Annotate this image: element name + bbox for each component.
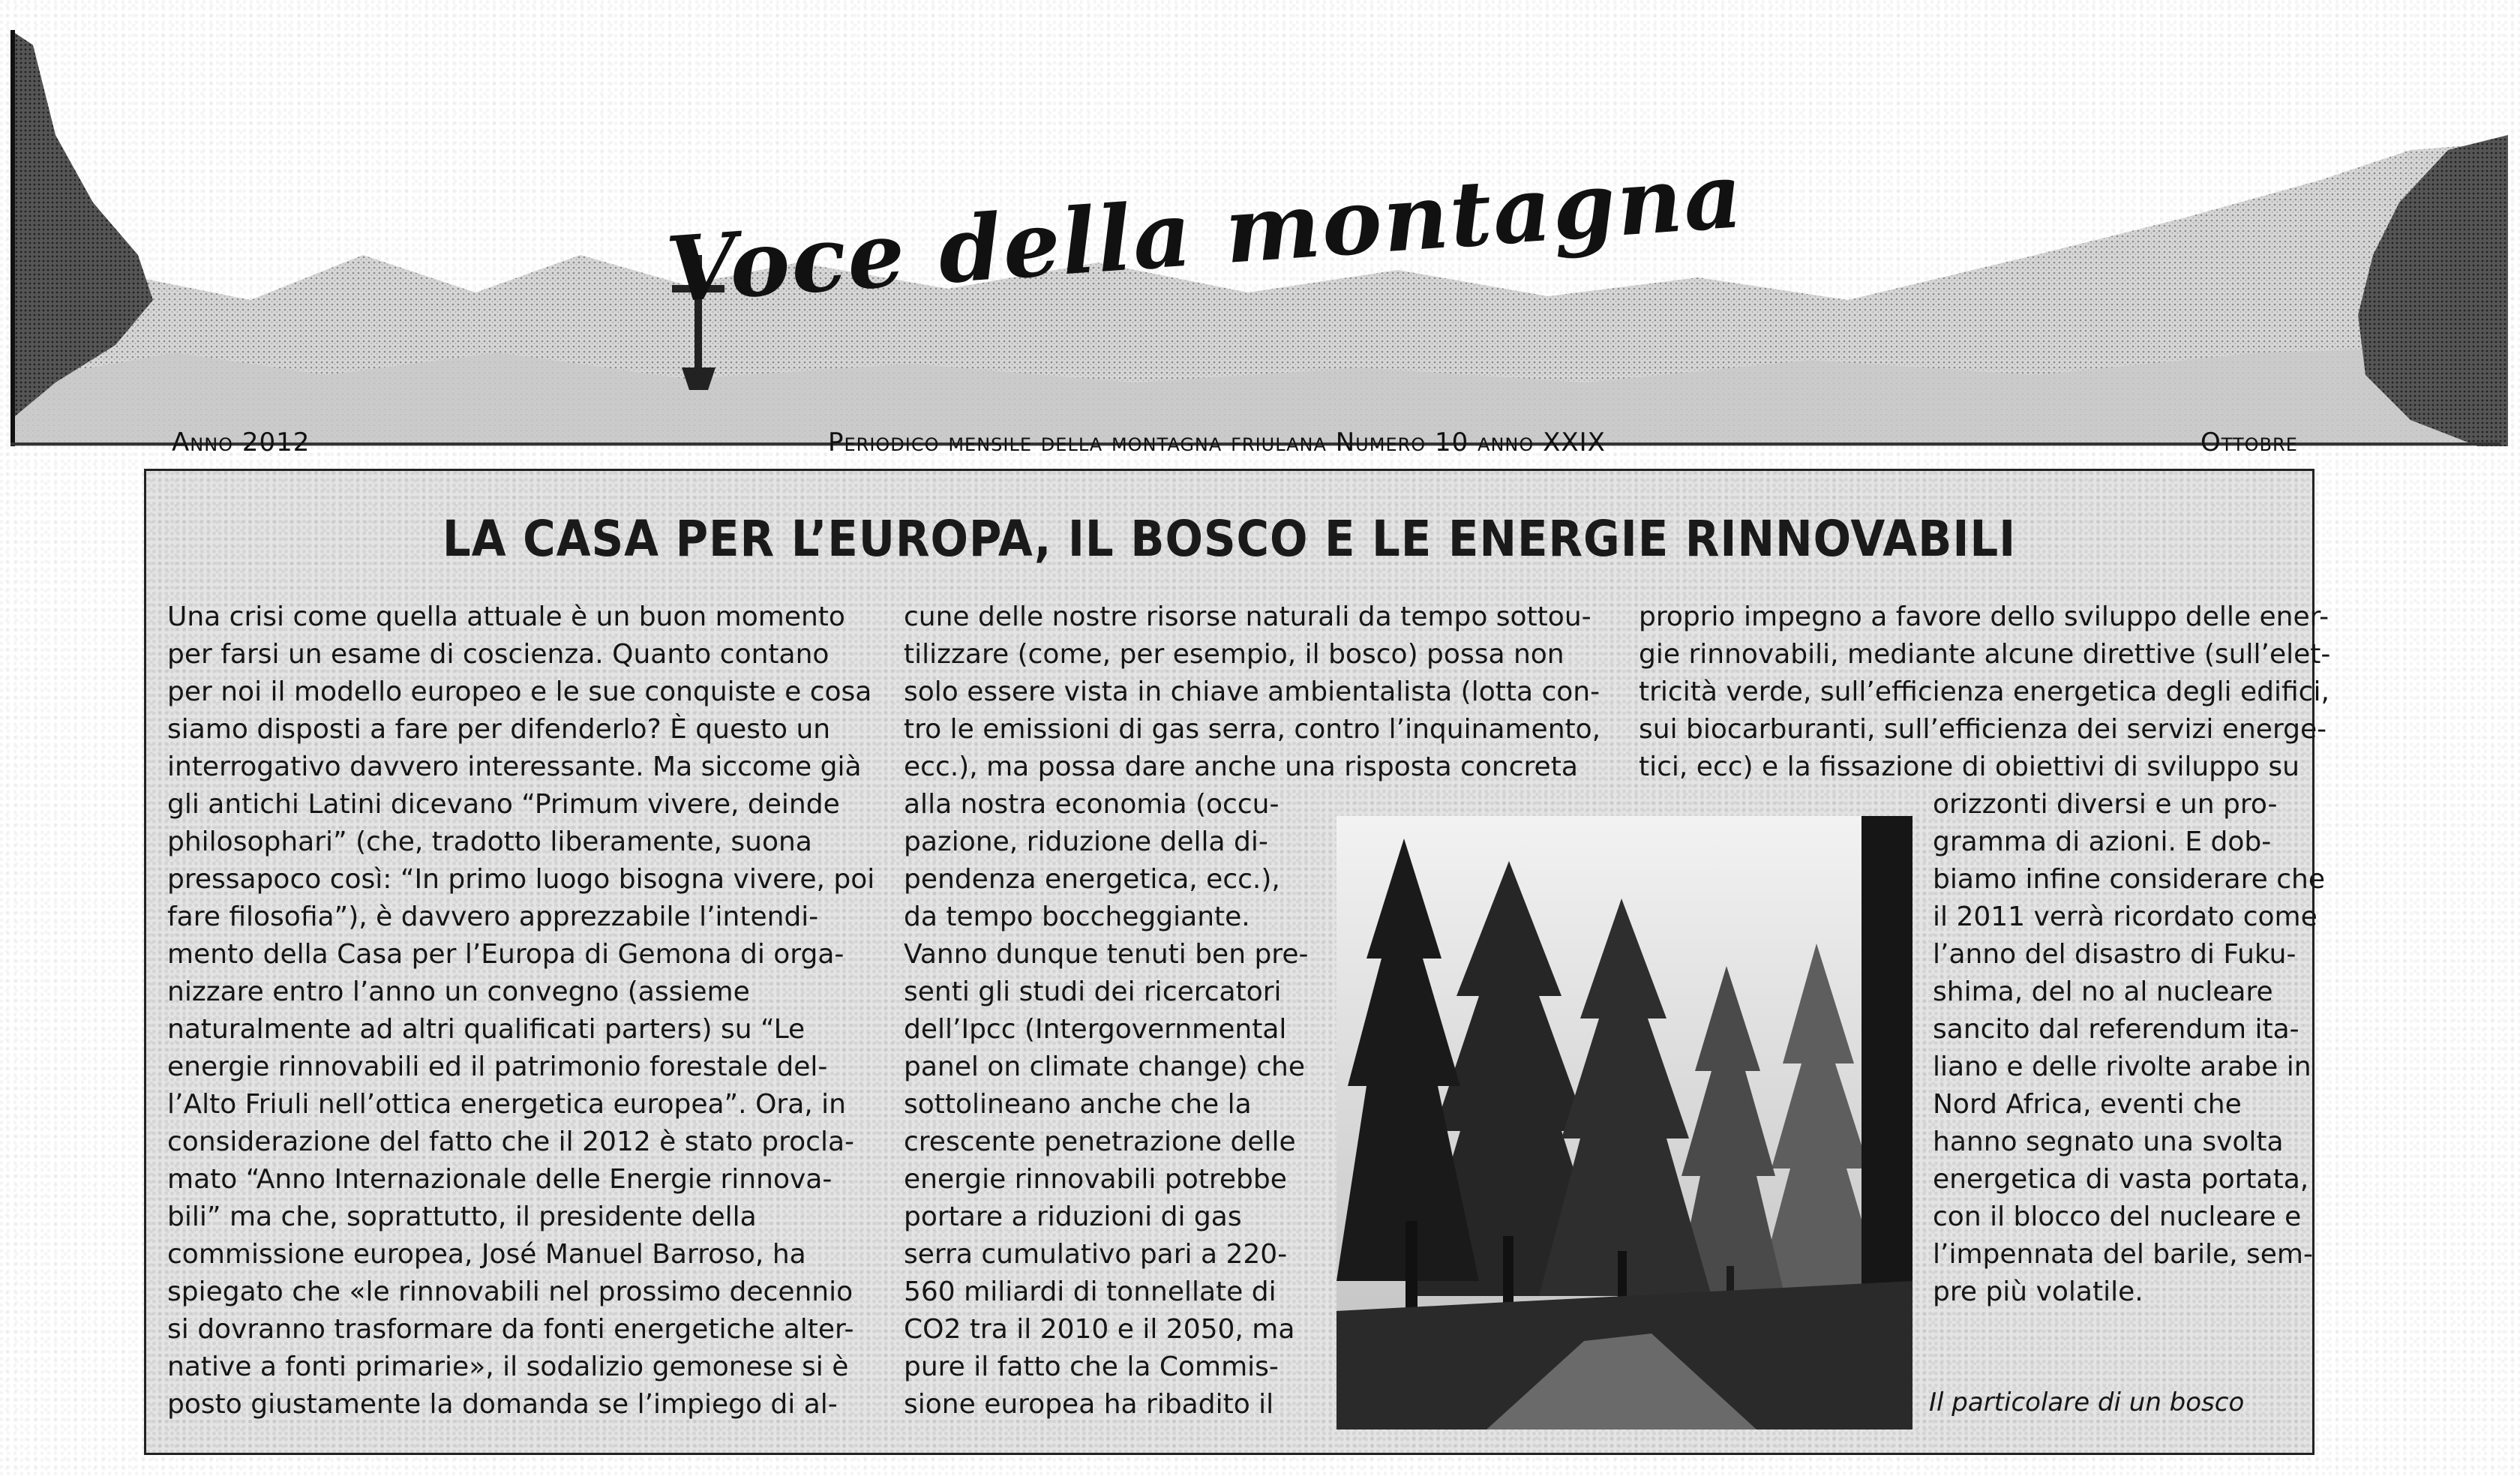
- text-line: proprio impegno a favore dello sviluppo delle ener-: [1639, 602, 2330, 632]
- text-line: siamo disposti a fare per difenderlo? È questo un: [167, 714, 831, 745]
- text-line: fare filosofia”), è davvero apprezzabile l’intendi-: [167, 902, 819, 932]
- text-line: CO2 tra il 2010 e il 2050, ma: [904, 1314, 1295, 1345]
- text-line: considerazione del fatto che il 2012 è stato procla-: [167, 1126, 855, 1157]
- text-line: mato “Anno Internazionale delle Energie rinnova-: [167, 1164, 832, 1195]
- text-line: con il blocco del nucleare e: [1933, 1202, 2302, 1232]
- article-box: [144, 469, 2331, 1455]
- text-line: tici, ecc) e la fissazione di obiettivi di sviluppo su: [1639, 752, 2300, 782]
- text-line: naturalmente ad altri qualificati parters) su “Le: [167, 1014, 806, 1045]
- text-line: si dovranno trasformare da fonti energetiche alter-: [167, 1314, 854, 1345]
- text-line: per farsi un esame di coscienza. Quanto contano: [167, 639, 830, 670]
- text-line: sione europea ha ribadito il: [904, 1389, 1274, 1420]
- text-line: commissione europea, José Manuel Barroso, ha: [167, 1239, 806, 1270]
- text-line: panel on climate change) che: [904, 1052, 1305, 1082]
- text-line: gie rinnovabili, mediante alcune direttive (sull’elet-: [1639, 639, 2331, 670]
- text-line: orizzonti diversi e un pro-: [1933, 789, 2278, 820]
- text-line: bili” ma che, soprattutto, il presidente della: [167, 1202, 757, 1232]
- text-line: pure il fatto che la Commis-: [904, 1352, 1279, 1382]
- text-line: nizzare entro l’anno un convegno (assieme: [167, 976, 750, 1007]
- text-line: Una crisi come quella attuale è un buon momento: [167, 602, 845, 632]
- text-line: native a fonti primarie», il sodalizio gemonese si è: [167, 1352, 849, 1382]
- text-line: pazione, riduzione della di-: [904, 826, 1268, 857]
- text-line: Vanno dunque tenuti ben pre-: [904, 939, 1309, 970]
- forest-illustration: [1336, 816, 1912, 1430]
- text-line: l’anno del disastro di Fuku-: [1933, 939, 2296, 970]
- text-line: il 2011 verrà ricordato come: [1933, 902, 2318, 932]
- masthead-title: Voce della montagna: [663, 142, 1748, 323]
- text-line: solo essere vista in chiave ambientalista (lotta con-: [904, 676, 1600, 707]
- text-line: gramma di azioni. E dob-: [1933, 826, 2272, 857]
- masthead: [10, 30, 2508, 458]
- issue-year: Anno 2012: [172, 428, 310, 458]
- text-line: alla nostra economia (occu-: [904, 789, 1280, 820]
- text-line: per noi il modello europeo e le sue conquiste e cosa: [167, 676, 872, 707]
- text-line: sottolineano anche che la: [904, 1089, 1252, 1120]
- text-line: senti gli studi dei ricercatori: [904, 976, 1282, 1007]
- text-line: biamo infine considerare che: [1933, 864, 2325, 895]
- text-line: tro le emissioni di gas serra, contro l’inquinamento,: [904, 714, 1601, 745]
- text-line: spiegato che «le rinnovabili nel prossimo decennio: [167, 1276, 854, 1307]
- text-line: dell’Ipcc (Intergovernmental: [904, 1014, 1287, 1045]
- forest-photo: [1336, 816, 1912, 1430]
- article-headline: LA CASA PER L’EUROPA, IL BOSCO E LE ENERGIE RINNOVABILI: [442, 510, 2017, 568]
- text-line: sui biocarburanti, sull’efficienza dei servizi energe-: [1639, 714, 2327, 745]
- text-line: tilizzare (come, per esempio, il bosco) possa non: [904, 639, 1564, 670]
- text-line: portare a riduzioni di gas: [904, 1202, 1242, 1232]
- text-line: mento della Casa per l’Europa di Gemona di orga-: [167, 939, 844, 970]
- text-line: energie rinnovabili potrebbe: [904, 1164, 1287, 1195]
- text-line: da tempo boccheggiante.: [904, 902, 1250, 932]
- text-line: ecc.), ma possa dare anche una risposta concreta: [904, 752, 1578, 782]
- text-line: energie rinnovabili ed il patrimonio forestale del-: [167, 1052, 828, 1082]
- text-line: l’Alto Friuli nell’ottica energetica europea”. Ora, in: [167, 1089, 846, 1120]
- periodical-info: Periodico mensile della montagna friulana Numero 10 anno XXIX: [828, 428, 1606, 458]
- text-line: gli antichi Latini dicevano “Primum vivere, deinde: [167, 789, 840, 820]
- text-line: serra cumulativo pari a 220-: [904, 1239, 1288, 1270]
- text-line: posto giustamente la domanda se l’impiego di al-: [167, 1389, 838, 1420]
- text-line: crescente penetrazione delle: [904, 1126, 1296, 1157]
- text-line: sancito dal referendum ita-: [1933, 1014, 2300, 1045]
- text-line: pressapoco così: “In primo luogo bisogna vivere, poi: [167, 864, 875, 895]
- issue-month: Ottobre: [2200, 428, 2298, 458]
- text-line: 560 miliardi di tonnellate di: [904, 1276, 1276, 1307]
- text-line: l’impennata del barile, sem-: [1933, 1239, 2313, 1270]
- photo-caption: Il particolare di un bosco: [1929, 1388, 2245, 1418]
- text-line: Nord Africa, eventi che: [1933, 1089, 2242, 1120]
- text-line: energetica di vasta portata,: [1933, 1164, 2309, 1195]
- text-line: pre più volatile.: [1933, 1276, 2144, 1307]
- text-line: tricità verde, sull’efficienza energetica degli edifici,: [1639, 676, 2330, 707]
- text-line: hanno segnato una svolta: [1933, 1126, 2284, 1157]
- text-line: philosophari” (che, tradotto liberamente, suona: [167, 826, 812, 857]
- text-line: shima, del no al nucleare: [1933, 976, 2273, 1007]
- text-line: pendenza energetica, ecc.),: [904, 864, 1280, 895]
- text-line: cune delle nostre risorse naturali da tempo sottou-: [904, 602, 1592, 632]
- text-line: interrogativo davvero interessante. Ma siccome già: [167, 752, 862, 782]
- text-line: liano e delle rivolte arabe in: [1933, 1052, 2312, 1082]
